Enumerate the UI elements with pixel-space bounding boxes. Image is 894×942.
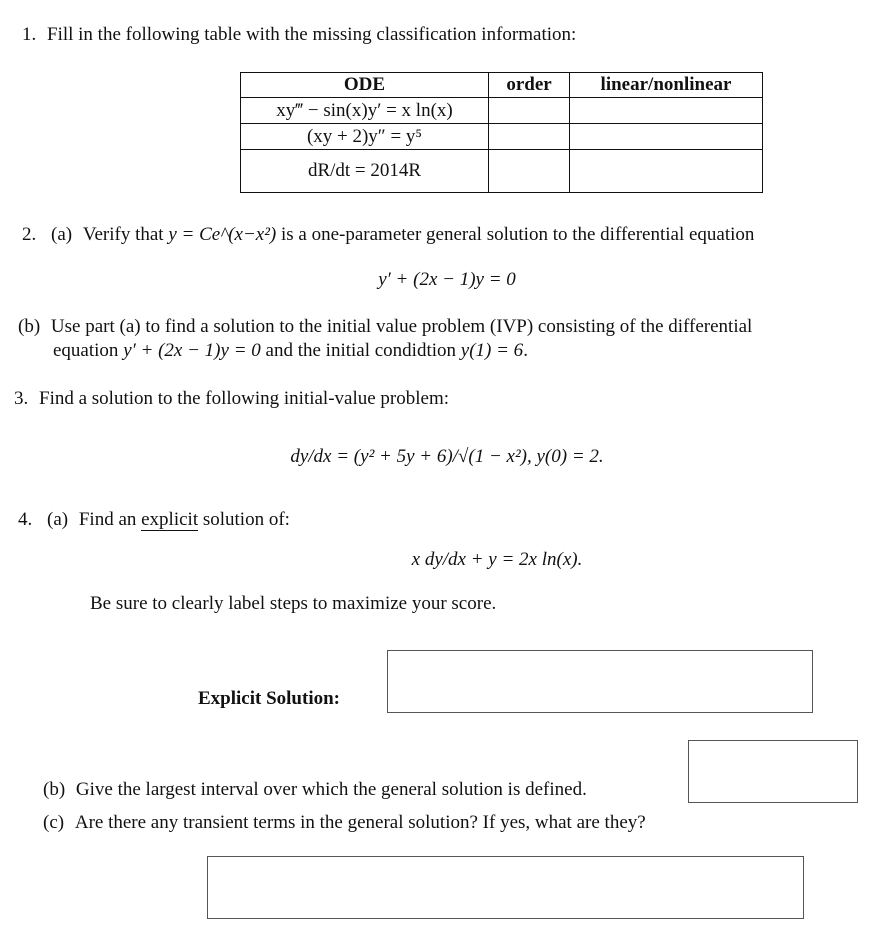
q4-number: 4. [18,509,33,530]
header-ode: ODE [241,73,489,98]
ode-3: dR/dt = 2014R [307,160,422,181]
q2b-line1 [18,316,752,338]
q2b-equation: y′ + (2x − 1)y = 0 [123,340,261,361]
ode-cell [241,124,489,150]
interval-answer-box[interactable] [688,740,858,803]
explicit-solution-label: Explicit Solution: [198,688,340,709]
q3-line [14,388,449,410]
classification-table [240,72,763,193]
q4a-text-after: solution of: [198,509,290,530]
q4a-label: (a) [47,509,69,530]
transient-terms-answer-box[interactable] [207,856,804,919]
q3-prompt: Find a solution to the following initial-value problem: [39,388,450,409]
q2b-line2-mid: and the initial condidtion [260,340,461,361]
ode-2: (xy + 2)y″ = y⁵ [306,125,423,147]
ode-cell [241,98,489,124]
order-cell[interactable] [489,124,570,150]
q4-instruction: Be sure to clearly label steps to maximize your score. [90,593,497,614]
ode-cell [241,150,489,193]
header-linearity: linear/nonlinear [570,73,763,98]
order-cell[interactable] [489,150,570,193]
q4c-text: Are there any transient terms in the general solution? If yes, what are they? [74,812,646,833]
q4c-line [43,812,646,834]
q2b-line2 [53,340,528,362]
q2b-condition: y(1) = 6 [460,340,524,361]
ode-1: xy‴ − sin(x)y′ = x ln(x) [276,99,453,121]
q1-line [22,24,576,46]
q4a-emphasis: explicit [141,509,199,530]
q3-equation: dy/dx = (y² + 5y + 6)/√(1 − x²), y(0) = 2. [290,446,604,467]
linearity-cell[interactable] [570,98,763,124]
q2a-line [22,224,754,246]
q2b-line2-before: equation [53,340,124,361]
q4a-line [18,509,290,531]
q2a-text-after: is a one-parameter general solution to the differential equation [276,224,755,245]
table-row [241,98,763,124]
q2b-label: (b) [18,316,41,337]
q1-number: 1. [22,24,37,45]
q3-number: 3. [14,388,29,409]
header-order: order [489,73,570,98]
q2a-label: (a) [51,224,73,245]
table-header-row [241,73,763,98]
q2b-text: Use part (a) to find a solution to the initial value problem (IVP) consisting of the differential [50,316,753,337]
q2-equation: y′ + (2x − 1)y = 0 [378,269,516,290]
q4b-label: (b) [43,779,66,800]
linearity-cell[interactable] [570,150,763,193]
table-row [241,124,763,150]
q2b-line2-end: . [523,340,528,361]
q4-equation: x dy/dx + y = 2x ln(x). [411,549,583,570]
q4c-label: (c) [43,812,65,833]
linearity-cell[interactable] [570,124,763,150]
q2-number: 2. [22,224,37,245]
explicit-solution-box[interactable] [387,650,813,713]
q4a-text-before: Find an [78,509,142,530]
q1-prompt: Fill in the following table with the missing classification information: [47,24,577,45]
table-row [241,150,763,193]
q4b-text: Give the largest interval over which the general solution is defined. [75,779,587,800]
q4b-line [43,779,587,801]
order-cell[interactable] [489,98,570,124]
q2a-solution: y = Ce^(x−x²) [168,224,277,245]
q2a-text-before: Verify that [82,224,169,245]
